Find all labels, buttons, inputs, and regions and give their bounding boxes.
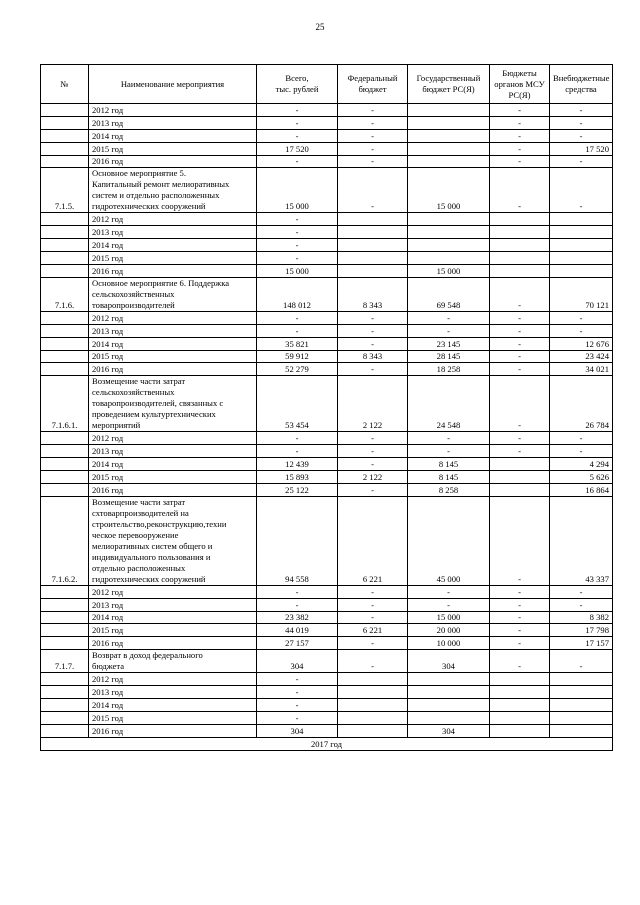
cell-total: - bbox=[257, 129, 338, 142]
cell-extra: 17 798 bbox=[550, 624, 613, 637]
table-row-year bbox=[41, 311, 613, 324]
table-row-year bbox=[41, 432, 613, 445]
cell-state: - bbox=[408, 585, 490, 598]
header-state: Государственный бюджет РС(Я) bbox=[408, 65, 490, 104]
row-code bbox=[41, 213, 89, 226]
cell-state: - bbox=[408, 598, 490, 611]
header-federal: Федеральный бюджет bbox=[338, 65, 408, 104]
row-code bbox=[41, 673, 89, 686]
cell-federal bbox=[338, 252, 408, 265]
cell-total: 35 821 bbox=[257, 337, 338, 350]
cell-msu: - bbox=[490, 363, 550, 376]
cell-total: 15 000 bbox=[257, 168, 338, 213]
row-name: 2013 год bbox=[89, 324, 257, 337]
header-row bbox=[41, 65, 613, 104]
row-name: 2013 год bbox=[89, 686, 257, 699]
cell-federal: - bbox=[338, 598, 408, 611]
cell-state bbox=[408, 226, 490, 239]
table-row-year bbox=[41, 116, 613, 129]
row-code bbox=[41, 142, 89, 155]
cell-state bbox=[408, 142, 490, 155]
table-row-year bbox=[41, 458, 613, 471]
table-row-group bbox=[41, 277, 613, 311]
row-code bbox=[41, 265, 89, 278]
cell-msu bbox=[490, 239, 550, 252]
row-code bbox=[41, 363, 89, 376]
table-row-year bbox=[41, 724, 613, 737]
row-name: 2015 год bbox=[89, 711, 257, 724]
cell-federal bbox=[338, 673, 408, 686]
cell-total: 148 012 bbox=[257, 277, 338, 311]
row-code bbox=[41, 711, 89, 724]
row-name: 2016 год bbox=[89, 724, 257, 737]
cell-federal: 2 122 bbox=[338, 471, 408, 484]
cell-state: 23 145 bbox=[408, 337, 490, 350]
cell-msu: - bbox=[490, 168, 550, 213]
cell-extra bbox=[550, 699, 613, 712]
cell-msu: - bbox=[490, 311, 550, 324]
row-name: 2013 год bbox=[89, 598, 257, 611]
row-name: 2015 год bbox=[89, 471, 257, 484]
cell-federal: - bbox=[338, 104, 408, 117]
row-code: 7.1.5. bbox=[41, 168, 89, 213]
cell-msu: - bbox=[490, 624, 550, 637]
cell-msu bbox=[490, 673, 550, 686]
row-code bbox=[41, 155, 89, 168]
cell-extra: - bbox=[550, 116, 613, 129]
cell-msu: - bbox=[490, 611, 550, 624]
cell-federal: - bbox=[338, 637, 408, 650]
cell-federal: - bbox=[338, 311, 408, 324]
cell-msu: - bbox=[490, 324, 550, 337]
table-row-year bbox=[41, 239, 613, 252]
cell-federal: - bbox=[338, 650, 408, 673]
cell-state: 15 000 bbox=[408, 168, 490, 213]
cell-total: - bbox=[257, 104, 338, 117]
cell-total: - bbox=[257, 598, 338, 611]
table-row-year bbox=[41, 471, 613, 484]
row-name: 2014 год bbox=[89, 699, 257, 712]
cell-total: - bbox=[257, 252, 338, 265]
cell-federal bbox=[338, 213, 408, 226]
table-row-year bbox=[41, 265, 613, 278]
cell-extra: 12 676 bbox=[550, 337, 613, 350]
table-row-year bbox=[41, 598, 613, 611]
cell-extra: - bbox=[550, 104, 613, 117]
row-name: Основное мероприятие 5. Капитальный ремонт мелиоративных систем и отдельно расположенных гидротехнических сооружений bbox=[89, 168, 257, 213]
row-code bbox=[41, 239, 89, 252]
cell-state bbox=[408, 155, 490, 168]
cell-federal: - bbox=[338, 445, 408, 458]
cell-state: 10 000 bbox=[408, 637, 490, 650]
cell-total: - bbox=[257, 711, 338, 724]
cell-state: - bbox=[408, 445, 490, 458]
row-name: Возврат в доход федерального бюджета bbox=[89, 650, 257, 673]
cell-state bbox=[408, 129, 490, 142]
row-name: Основное мероприятие 6. Поддержка сельскохозяйственных товаропроизводителей bbox=[89, 277, 257, 311]
cell-msu bbox=[490, 711, 550, 724]
cell-state bbox=[408, 711, 490, 724]
cell-state: 304 bbox=[408, 724, 490, 737]
table-row-group bbox=[41, 168, 613, 213]
cell-extra bbox=[550, 711, 613, 724]
cell-federal: - bbox=[338, 458, 408, 471]
row-code bbox=[41, 324, 89, 337]
cell-state: 304 bbox=[408, 650, 490, 673]
cell-federal: 2 122 bbox=[338, 376, 408, 432]
cell-federal: - bbox=[338, 483, 408, 496]
cell-state bbox=[408, 699, 490, 712]
cell-extra: 70 121 bbox=[550, 277, 613, 311]
row-code bbox=[41, 311, 89, 324]
row-code bbox=[41, 585, 89, 598]
cell-extra: 16 864 bbox=[550, 483, 613, 496]
row-code: 7.1.6.2. bbox=[41, 496, 89, 585]
cell-msu bbox=[490, 686, 550, 699]
cell-total: 52 279 bbox=[257, 363, 338, 376]
row-name: 2016 год bbox=[89, 265, 257, 278]
cell-total: - bbox=[257, 585, 338, 598]
cell-federal: 6 221 bbox=[338, 496, 408, 585]
cell-state: 8 258 bbox=[408, 483, 490, 496]
row-code bbox=[41, 598, 89, 611]
cell-federal bbox=[338, 686, 408, 699]
table-row-year bbox=[41, 350, 613, 363]
row-name: Возмещение части затрат сельскохозяйственных товаропроизводителей, связанных с проведением культуртехнических мероприятий bbox=[89, 376, 257, 432]
cell-state: 8 145 bbox=[408, 471, 490, 484]
cell-federal: 8 343 bbox=[338, 350, 408, 363]
cell-total: 15 000 bbox=[257, 265, 338, 278]
cell-msu: - bbox=[490, 155, 550, 168]
cell-total: - bbox=[257, 324, 338, 337]
cell-extra: 23 424 bbox=[550, 350, 613, 363]
row-name: 2015 год bbox=[89, 350, 257, 363]
cell-state: 15 000 bbox=[408, 265, 490, 278]
table-row-year bbox=[41, 711, 613, 724]
cell-total: 44 019 bbox=[257, 624, 338, 637]
cell-state bbox=[408, 686, 490, 699]
cell-total: 27 157 bbox=[257, 637, 338, 650]
cell-extra: - bbox=[550, 324, 613, 337]
cell-state: 20 000 bbox=[408, 624, 490, 637]
row-code: 7.1.6.1. bbox=[41, 376, 89, 432]
cell-msu: - bbox=[490, 142, 550, 155]
cell-total: - bbox=[257, 686, 338, 699]
cell-total: 59 912 bbox=[257, 350, 338, 363]
cell-extra: 8 382 bbox=[550, 611, 613, 624]
cell-msu bbox=[490, 226, 550, 239]
cell-extra bbox=[550, 226, 613, 239]
cell-msu bbox=[490, 252, 550, 265]
cell-msu: - bbox=[490, 445, 550, 458]
cell-extra: - bbox=[550, 311, 613, 324]
row-name: 2012 год bbox=[89, 104, 257, 117]
row-code bbox=[41, 350, 89, 363]
row-name: 2015 год bbox=[89, 624, 257, 637]
row-code bbox=[41, 445, 89, 458]
row-code bbox=[41, 483, 89, 496]
cell-federal: - bbox=[338, 155, 408, 168]
row-code bbox=[41, 252, 89, 265]
cell-msu bbox=[490, 724, 550, 737]
cell-federal: - bbox=[338, 116, 408, 129]
row-name: 2014 год bbox=[89, 337, 257, 350]
row-name: 2016 год bbox=[89, 637, 257, 650]
row-name: Возмещение части затрат схтоварпроизводителей на строительство,реконструкцию,техни ческое перевооружение мелиоративных систем общего и индивидуального пользования и отдельно расположенных гидротехнических сооружений bbox=[89, 496, 257, 585]
cell-state: 24 548 bbox=[408, 376, 490, 432]
row-code bbox=[41, 686, 89, 699]
cell-state bbox=[408, 239, 490, 252]
cell-federal: - bbox=[338, 337, 408, 350]
row-name: 2012 год bbox=[89, 311, 257, 324]
row-code bbox=[41, 724, 89, 737]
cell-state bbox=[408, 104, 490, 117]
cell-extra bbox=[550, 252, 613, 265]
row-name: 2016 год bbox=[89, 363, 257, 376]
row-code bbox=[41, 458, 89, 471]
row-code bbox=[41, 637, 89, 650]
cell-federal bbox=[338, 239, 408, 252]
header-num: № bbox=[41, 65, 89, 104]
row-name: 2012 год bbox=[89, 432, 257, 445]
cell-total: - bbox=[257, 226, 338, 239]
cell-total: - bbox=[257, 213, 338, 226]
row-name: 2013 год bbox=[89, 116, 257, 129]
cell-msu: - bbox=[490, 129, 550, 142]
cell-extra bbox=[550, 673, 613, 686]
cell-federal: - bbox=[338, 611, 408, 624]
table-row-year bbox=[41, 483, 613, 496]
row-code bbox=[41, 624, 89, 637]
cell-extra: 26 784 bbox=[550, 376, 613, 432]
cell-extra: - bbox=[550, 155, 613, 168]
table-row-year bbox=[41, 673, 613, 686]
cell-total: 53 454 bbox=[257, 376, 338, 432]
cell-extra: 43 337 bbox=[550, 496, 613, 585]
cell-federal bbox=[338, 724, 408, 737]
cell-state: - bbox=[408, 432, 490, 445]
cell-total: 304 bbox=[257, 650, 338, 673]
cell-msu: - bbox=[490, 350, 550, 363]
cell-msu: - bbox=[490, 337, 550, 350]
cell-federal bbox=[338, 226, 408, 239]
cell-msu: - bbox=[490, 637, 550, 650]
cell-total: - bbox=[257, 445, 338, 458]
cell-state: 15 000 bbox=[408, 611, 490, 624]
page-number: 25 bbox=[315, 22, 325, 32]
cell-federal: - bbox=[338, 432, 408, 445]
cell-msu bbox=[490, 483, 550, 496]
cell-federal bbox=[338, 711, 408, 724]
cell-total: 15 893 bbox=[257, 471, 338, 484]
cell-msu: - bbox=[490, 650, 550, 673]
row-code bbox=[41, 226, 89, 239]
table-row-year bbox=[41, 637, 613, 650]
table-row-year bbox=[41, 363, 613, 376]
cell-state bbox=[408, 673, 490, 686]
table-row-year bbox=[41, 142, 613, 155]
row-name: 2013 год bbox=[89, 445, 257, 458]
row-code bbox=[41, 129, 89, 142]
cell-msu bbox=[490, 458, 550, 471]
row-name: 2014 год bbox=[89, 458, 257, 471]
cell-msu bbox=[490, 471, 550, 484]
cell-state bbox=[408, 213, 490, 226]
header-extra: Внебюджетные средства bbox=[550, 65, 613, 104]
table-row-group bbox=[41, 496, 613, 585]
cell-state: 28 145 bbox=[408, 350, 490, 363]
header-name: Наименование мероприятия bbox=[89, 65, 257, 104]
row-name: 2012 год bbox=[89, 673, 257, 686]
row-code bbox=[41, 699, 89, 712]
cell-total: 304 bbox=[257, 724, 338, 737]
footer-row bbox=[41, 737, 613, 750]
table-row-year bbox=[41, 104, 613, 117]
cell-total: - bbox=[257, 699, 338, 712]
cell-federal bbox=[338, 265, 408, 278]
cell-msu: - bbox=[490, 598, 550, 611]
cell-extra: 17 157 bbox=[550, 637, 613, 650]
cell-state: - bbox=[408, 311, 490, 324]
cell-state: 45 000 bbox=[408, 496, 490, 585]
row-code bbox=[41, 337, 89, 350]
cell-msu bbox=[490, 699, 550, 712]
table-row-year bbox=[41, 611, 613, 624]
cell-extra: - bbox=[550, 445, 613, 458]
cell-total: - bbox=[257, 432, 338, 445]
cell-extra bbox=[550, 239, 613, 252]
header-msu: Бюджеты органов МСУ РС(Я) bbox=[490, 65, 550, 104]
cell-extra bbox=[550, 265, 613, 278]
cell-federal: - bbox=[338, 142, 408, 155]
cell-msu: - bbox=[490, 432, 550, 445]
cell-federal: - bbox=[338, 585, 408, 598]
row-name: 2016 год bbox=[89, 483, 257, 496]
row-code bbox=[41, 471, 89, 484]
cell-total: 12 439 bbox=[257, 458, 338, 471]
cell-state: 69 548 bbox=[408, 277, 490, 311]
table-row-year bbox=[41, 324, 613, 337]
cell-extra bbox=[550, 724, 613, 737]
cell-federal: - bbox=[338, 363, 408, 376]
row-name: 2015 год bbox=[89, 252, 257, 265]
cell-total: - bbox=[257, 673, 338, 686]
cell-msu: - bbox=[490, 585, 550, 598]
table-row-year bbox=[41, 155, 613, 168]
row-name: 2014 год bbox=[89, 129, 257, 142]
row-name: 2014 год bbox=[89, 611, 257, 624]
row-name: 2016 год bbox=[89, 155, 257, 168]
cell-msu bbox=[490, 213, 550, 226]
header-total: Всего, тыс. рублей bbox=[257, 65, 338, 104]
row-code bbox=[41, 611, 89, 624]
cell-federal: 6 221 bbox=[338, 624, 408, 637]
row-code: 7.1.6. bbox=[41, 277, 89, 311]
row-name: 2013 год bbox=[89, 226, 257, 239]
cell-extra: 4 294 bbox=[550, 458, 613, 471]
footer-year: 2017 год bbox=[41, 737, 613, 750]
row-code bbox=[41, 104, 89, 117]
row-code bbox=[41, 116, 89, 129]
cell-state bbox=[408, 116, 490, 129]
cell-extra: - bbox=[550, 585, 613, 598]
cell-extra: - bbox=[550, 168, 613, 213]
row-code: 7.1.7. bbox=[41, 650, 89, 673]
cell-state: - bbox=[408, 324, 490, 337]
table-row-year bbox=[41, 699, 613, 712]
table-row-year bbox=[41, 213, 613, 226]
cell-total: - bbox=[257, 116, 338, 129]
cell-extra bbox=[550, 686, 613, 699]
cell-state: 8 145 bbox=[408, 458, 490, 471]
row-name: 2015 год bbox=[89, 142, 257, 155]
cell-federal: - bbox=[338, 168, 408, 213]
cell-total: 17 520 bbox=[257, 142, 338, 155]
cell-msu: - bbox=[490, 116, 550, 129]
cell-extra: 34 021 bbox=[550, 363, 613, 376]
table-row-year bbox=[41, 337, 613, 350]
table-row-group bbox=[41, 376, 613, 432]
cell-msu: - bbox=[490, 277, 550, 311]
row-code bbox=[41, 432, 89, 445]
cell-extra: - bbox=[550, 650, 613, 673]
table-row-group bbox=[41, 650, 613, 673]
table-row-year bbox=[41, 624, 613, 637]
cell-extra: 5 626 bbox=[550, 471, 613, 484]
cell-extra: 17 520 bbox=[550, 142, 613, 155]
table-row-year bbox=[41, 445, 613, 458]
cell-state: 18 258 bbox=[408, 363, 490, 376]
table-row-year bbox=[41, 252, 613, 265]
cell-total: - bbox=[257, 155, 338, 168]
cell-msu bbox=[490, 265, 550, 278]
cell-total: - bbox=[257, 311, 338, 324]
cell-total: 94 558 bbox=[257, 496, 338, 585]
table-row-year bbox=[41, 226, 613, 239]
cell-total: 23 382 bbox=[257, 611, 338, 624]
budget-table bbox=[40, 64, 613, 751]
table-row-year bbox=[41, 129, 613, 142]
table-body bbox=[41, 104, 613, 738]
cell-federal: 8 343 bbox=[338, 277, 408, 311]
cell-extra: - bbox=[550, 432, 613, 445]
cell-federal: - bbox=[338, 324, 408, 337]
cell-msu: - bbox=[490, 496, 550, 585]
cell-msu: - bbox=[490, 376, 550, 432]
row-name: 2012 год bbox=[89, 213, 257, 226]
cell-msu: - bbox=[490, 104, 550, 117]
table-row-year bbox=[41, 585, 613, 598]
cell-total: - bbox=[257, 239, 338, 252]
row-name: 2014 год bbox=[89, 239, 257, 252]
cell-extra: - bbox=[550, 598, 613, 611]
table-row-year bbox=[41, 686, 613, 699]
cell-total: 25 122 bbox=[257, 483, 338, 496]
cell-state bbox=[408, 252, 490, 265]
row-name: 2012 год bbox=[89, 585, 257, 598]
cell-federal bbox=[338, 699, 408, 712]
cell-extra: - bbox=[550, 129, 613, 142]
cell-federal: - bbox=[338, 129, 408, 142]
cell-extra bbox=[550, 213, 613, 226]
